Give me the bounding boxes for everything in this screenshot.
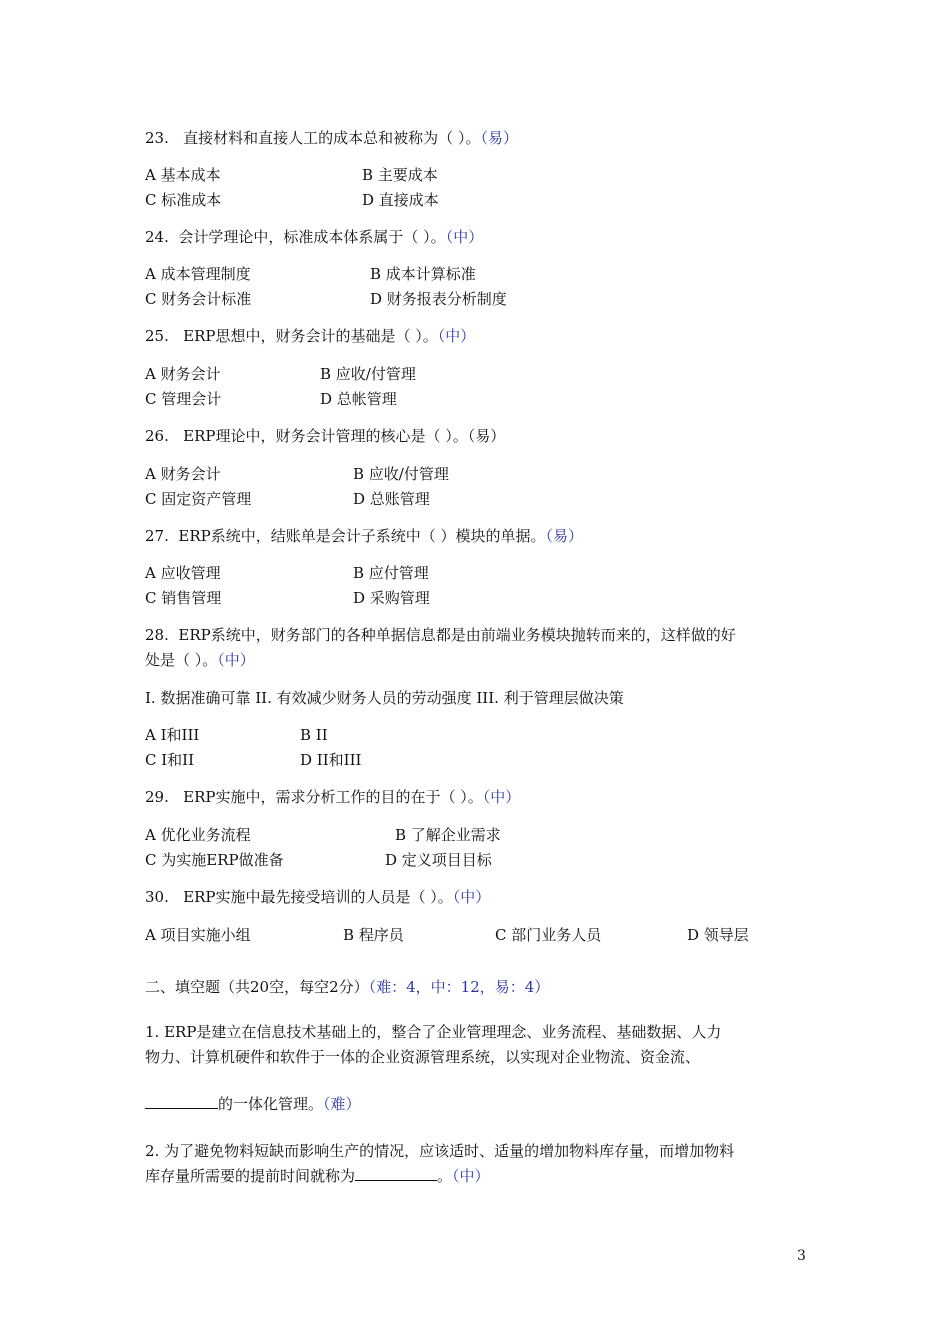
fill-item-1-line1: 1. ERP是建立在信息技术基础上的，整合了企业管理理念、业务流程、基础数据、人力	[145, 1023, 722, 1041]
options-row	[145, 850, 845, 870]
option-d: D 定义项目目标	[385, 851, 492, 869]
question-29	[145, 787, 520, 807]
option-c: C 部门业务人员	[495, 926, 602, 944]
options-row	[145, 750, 845, 770]
option-b: B 了解企业需求	[395, 826, 501, 844]
page-number: 3	[797, 1248, 806, 1264]
options-row	[145, 925, 845, 945]
question-stem: ERP思想中，财务会计的基础是（ ）。	[183, 327, 438, 345]
question-stem: ERP系统中，结账单是会计子系统中（ ）模块的单据。	[178, 527, 546, 545]
option-d: D 采购管理	[353, 589, 430, 607]
option-b: B 成本计算标准	[370, 265, 476, 283]
options-row	[145, 289, 845, 309]
question-23	[145, 128, 518, 148]
question-27	[145, 526, 583, 546]
question-stem: ERP理论中，财务会计管理的核心是（ ）。（易）	[183, 427, 506, 445]
options-row	[145, 264, 845, 284]
section-difficulty: （难：4，中：12，易：4）	[368, 978, 550, 996]
answer-blank[interactable]	[145, 1094, 218, 1109]
answer-blank[interactable]	[355, 1166, 437, 1181]
options-row	[145, 588, 845, 608]
question-number: 24.	[145, 228, 169, 246]
options-row	[145, 190, 845, 210]
option-b: B 应收/付管理	[353, 465, 449, 483]
option-b: B 应收/付管理	[320, 365, 416, 383]
difficulty-label: （中）	[452, 888, 491, 906]
option-b: B II	[300, 726, 328, 744]
option-c: C 销售管理	[145, 589, 222, 607]
question-stem: 直接材料和直接人工的成本总和被称为（ ）。	[183, 129, 481, 147]
option-b: B 应付管理	[353, 564, 429, 582]
options-row	[145, 563, 845, 583]
options-row	[145, 825, 845, 845]
fill-item-1-line2: 物力、计算机硬件和软件于一体的企业资源管理系统，以实现对企业物流、资金流、	[145, 1048, 701, 1066]
option-a: A 基本成本	[145, 166, 221, 184]
statement-list: I. 数据准确可靠 II. 有效减少财务人员的劳动强度 III. 利于管理层做决策	[145, 689, 624, 707]
options-row	[145, 165, 845, 185]
question-number: 25.	[145, 327, 169, 345]
question-stem: 会计学理论中，标准成本体系属于（ ）。	[178, 228, 446, 246]
question-24	[145, 227, 483, 247]
difficulty-label: （中）	[452, 1167, 490, 1185]
option-d: D 领导层	[687, 926, 749, 944]
fill-text-end: 。	[437, 1167, 453, 1185]
option-a: A 财务会计	[145, 365, 221, 383]
option-c: C I和II	[145, 751, 195, 769]
option-a: A 应收管理	[145, 564, 221, 582]
question-number: 23.	[145, 129, 169, 147]
difficulty-label: （中）	[217, 651, 255, 669]
options-row	[145, 489, 845, 509]
question-stem: ERP系统中，财务部门的各种单据信息都是由前端业务模块抛转而来的，这样做的好	[178, 626, 736, 644]
fill-text: 库存量所需要的提前时间就称为	[145, 1167, 356, 1185]
question-stem: ERP实施中，需求分析工作的目的在于（ ）。	[183, 788, 483, 806]
option-a: A 优化业务流程	[145, 826, 251, 844]
question-stem-continued: 处是（ ）。	[145, 651, 218, 669]
option-b: B 主要成本	[362, 166, 438, 184]
question-number: 30.	[145, 888, 169, 906]
question-number: 28.	[145, 626, 169, 644]
option-d: D 总账管理	[353, 490, 430, 508]
option-b: B 程序员	[343, 926, 404, 944]
section-heading: 二、填空题（共20空，每空2分）	[145, 978, 369, 996]
options-row	[145, 364, 845, 384]
difficulty-label: （中）	[482, 788, 521, 806]
difficulty-label: （易）	[480, 129, 518, 147]
fill-item-1-line3	[145, 1094, 361, 1114]
question-28	[145, 625, 736, 645]
difficulty-label: （难）	[323, 1095, 361, 1113]
option-a: A 项目实施小组	[145, 926, 251, 944]
question-30	[145, 887, 490, 907]
question-25	[145, 326, 475, 346]
difficulty-label: （易）	[545, 527, 584, 545]
question-stem: ERP实施中最先接受培训的人员是（ ）。	[183, 888, 453, 906]
question-28-continued	[145, 650, 255, 670]
option-d: D II和III	[300, 751, 362, 769]
options-row	[145, 725, 845, 745]
option-a: A 财务会计	[145, 465, 221, 483]
option-a: A 成本管理制度	[145, 265, 251, 283]
option-d: D 总帐管理	[320, 390, 397, 408]
difficulty-label: （中）	[445, 228, 484, 246]
question-number: 26.	[145, 427, 169, 445]
option-c: C 固定资产管理	[145, 490, 252, 508]
question-number: 29.	[145, 788, 169, 806]
option-a: A I和III	[145, 726, 200, 744]
options-row	[145, 464, 845, 484]
difficulty-label: （中）	[437, 327, 476, 345]
section-title	[145, 977, 549, 997]
fill-text: 的一体化管理。	[218, 1095, 324, 1113]
option-c: C 管理会计	[145, 390, 222, 408]
option-c: C 标准成本	[145, 191, 222, 209]
fill-item-2-line2	[145, 1166, 490, 1186]
option-d: D 财务报表分析制度	[370, 290, 507, 308]
option-c: C 财务会计标准	[145, 290, 252, 308]
fill-item-2-line1: 2. 为了避免物料短缺而影响生产的情况，应该适时、适量的增加物料库存量，而增加物料	[145, 1142, 735, 1160]
question-26	[145, 426, 505, 446]
options-row	[145, 389, 845, 409]
option-d: D 直接成本	[362, 191, 439, 209]
option-c: C 为实施ERP做准备	[145, 851, 284, 869]
question-number: 27.	[145, 527, 169, 545]
